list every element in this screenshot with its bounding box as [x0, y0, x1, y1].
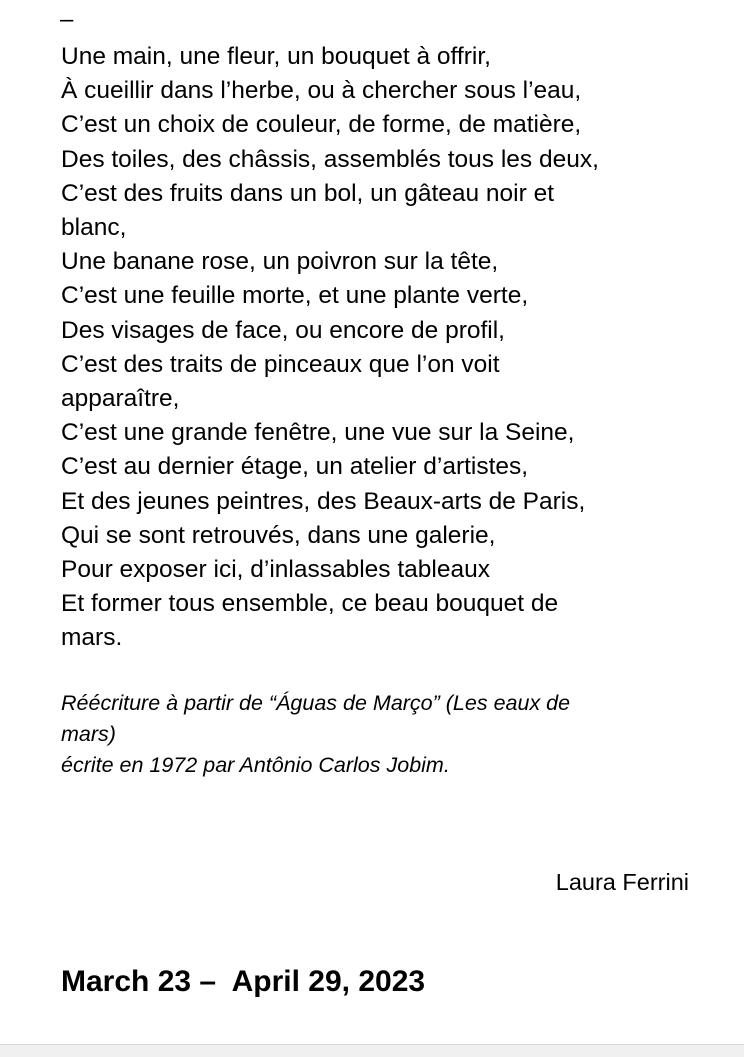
bottom-edge-bar — [0, 1044, 744, 1057]
poem-line: À cueillir dans l’herbe, ou à chercher sous l’eau, — [61, 77, 582, 105]
exhibition-dates: March 23 – April 29, 2023 — [61, 965, 426, 998]
credit-line: Réécriture à partir de “Águas de Março” (Les eaux de — [61, 691, 571, 715]
poem-text — [61, 40, 691, 656]
poem-line: Une banane rose, un poivron sur la tête, — [61, 248, 499, 276]
credit-line: mars) — [61, 722, 116, 746]
poem-line: Qui se sont retrouvés, dans une galerie, — [61, 521, 496, 549]
poem-line: mars. — [61, 624, 123, 652]
poem-line: Des visages de face, ou encore de profil, — [61, 316, 505, 344]
poem-line: C’est une feuille morte, et une plante verte, — [61, 282, 529, 310]
source-credit — [61, 688, 701, 781]
author-name: Laura Ferrini — [555, 869, 689, 895]
poem-line: C’est des traits de pinceaux que l’on voit — [61, 350, 500, 378]
poem-line: apparaître, — [61, 385, 180, 413]
poem-line: Une main, une fleur, un bouquet à offrir, — [61, 43, 491, 70]
credit-line: écrite en 1972 par Antônio Carlos Jobim. — [61, 753, 450, 777]
poem-line: blanc, — [61, 214, 127, 242]
poem-line: Et des jeunes peintres, des Beaux-arts de Paris, — [61, 487, 586, 515]
leading-dash: – — [60, 6, 74, 33]
poem-line: Pour exposer ici, d’inlassables tableaux — [61, 556, 490, 584]
poem-line: C’est des fruits dans un bol, un gâteau noir et — [61, 179, 555, 207]
poem-line: Des toiles, des châssis, assemblés tous les deux, — [61, 145, 599, 173]
poem-line: C’est une grande fenêtre, une vue sur la Seine, — [61, 419, 575, 447]
poem-line: C’est au dernier étage, un atelier d’artistes, — [61, 453, 529, 481]
poem-line: C’est un choix de couleur, de forme, de matière, — [61, 111, 582, 139]
poem-line: Et former tous ensemble, ce beau bouquet de — [61, 590, 559, 618]
